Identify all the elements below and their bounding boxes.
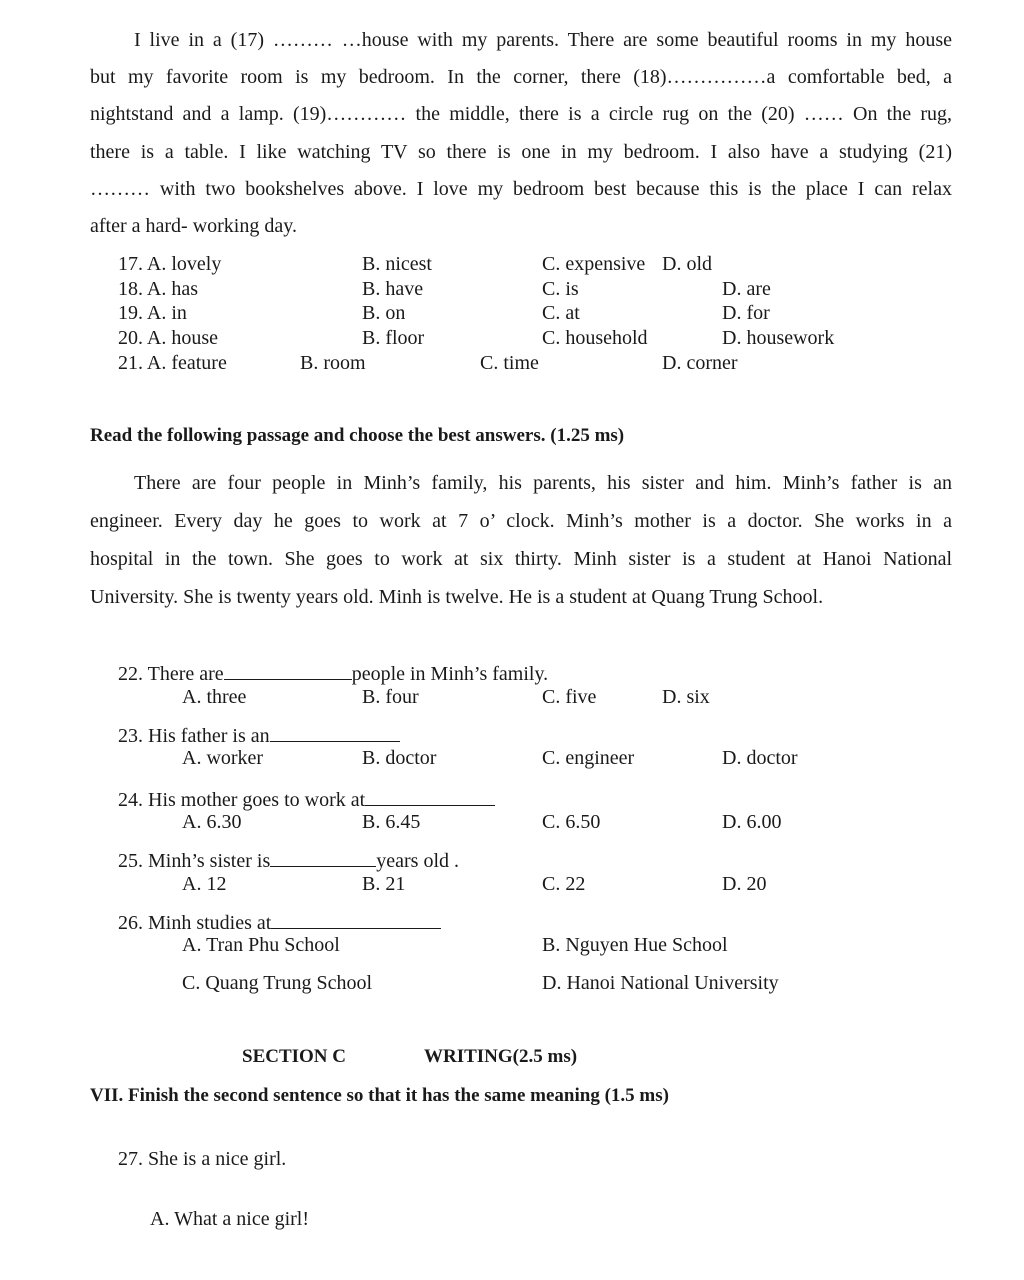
passage-line: engineer. Every day he goes to work at 7 o’ clock. Minh’s mother is a doctor. She works in a <box>90 510 952 532</box>
question-20-option-d: D. housework <box>722 327 835 349</box>
question-22-option-c: C. five <box>542 686 597 708</box>
question-19-option-a: 19. A. in <box>118 302 187 324</box>
section-c-label: SECTION C <box>242 1046 346 1067</box>
question-25-option-a: A. 12 <box>182 873 227 895</box>
question-24-option-a: A. 6.30 <box>182 811 242 833</box>
question-26-stem <box>118 908 441 935</box>
passage-line: University. She is twenty years old. Minh is twelve. He is a student at Quang Trung School. <box>90 586 824 608</box>
question-21-option-d: D. corner <box>662 352 738 374</box>
passage-line: ……… with two bookshelves above. I love my bedroom best because this is the place I can relax <box>90 178 952 200</box>
question-26-option-a: A. Tran Phu School <box>182 934 340 956</box>
question-26-option-d: D. Hanoi National University <box>542 972 779 994</box>
question-23-stem-start: 23. His father is an <box>118 725 270 747</box>
question-21-option-b: B. room <box>300 352 366 374</box>
question-22-stem <box>118 659 548 686</box>
question-25-option-b: B. 21 <box>362 873 406 895</box>
question-19-option-d: D. for <box>722 302 770 324</box>
question-19-option-c: C. at <box>542 302 580 324</box>
answer-blank <box>270 721 400 742</box>
question-26-option-b: B. Nguyen Hue School <box>542 934 728 956</box>
question-25-option-c: C. 22 <box>542 873 586 895</box>
question-20-option-b: B. floor <box>362 327 425 349</box>
question-17-option-a: 17. A. lovely <box>118 253 222 275</box>
question-24-stem-start: 24. His mother goes to work at <box>118 789 366 811</box>
question-19-option-b: B. on <box>362 302 406 324</box>
question-23-option-c: C. engineer <box>542 747 635 769</box>
question-21-option-a: 21. A. feature <box>118 352 227 374</box>
question-17-option-b: B. nicest <box>362 253 432 275</box>
question-23-option-d: D. doctor <box>722 747 798 769</box>
passage-line: after a hard- working day. <box>90 215 297 237</box>
passage-line: hospital in the town. She goes to work at six thirty. Minh sister is a student at Hanoi National <box>90 548 952 570</box>
question-27-stem: 27. She is a nice girl. <box>118 1148 287 1170</box>
question-18-option-a: 18. A. has <box>118 278 198 300</box>
passage-line: there is a table. I like watching TV so there is one in my bedroom. I also have a studying (21) <box>90 141 952 163</box>
question-25-stem-start: 25. Minh’s sister is <box>118 850 271 872</box>
question-24-option-c: C. 6.50 <box>542 811 601 833</box>
passage-line: There are four people in Minh’s family, his parents, his sister and him. Minh’s father is an <box>134 472 952 494</box>
question-23-option-b: B. doctor <box>362 747 437 769</box>
answer-blank <box>365 785 495 806</box>
question-21-option-c: C. time <box>480 352 539 374</box>
question-20-option-c: C. household <box>542 327 648 349</box>
question-25-stem-end: years old . <box>376 850 460 872</box>
question-26-stem-start: 26. Minh studies at <box>118 912 272 934</box>
question-23-stem <box>118 721 400 748</box>
question-18-option-d: D. are <box>722 278 771 300</box>
answer-blank <box>224 659 352 680</box>
question-18-option-c: C. is <box>542 278 579 300</box>
question-22-option-a: A. three <box>182 686 247 708</box>
question-20-option-a: 20. A. house <box>118 327 218 349</box>
question-17-option-d: D. old <box>662 253 712 275</box>
question-17-option-c: C. expensive <box>542 253 646 275</box>
reading-section-heading: Read the following passage and choose the best answers. (1.25 ms) <box>90 425 625 446</box>
question-27-answer: A. What a nice girl! <box>150 1208 310 1230</box>
question-24-option-d: D. 6.00 <box>722 811 782 833</box>
question-22-option-b: B. four <box>362 686 419 708</box>
question-18-option-b: B. have <box>362 278 424 300</box>
answer-blank <box>270 846 376 867</box>
answer-blank <box>271 908 441 929</box>
question-22-option-d: D. six <box>662 686 710 708</box>
question-23-option-a: A. worker <box>182 747 264 769</box>
question-22-stem-start: 22. There are <box>118 663 224 685</box>
question-22-stem-end: people in Minh’s family. <box>351 663 549 685</box>
passage-line: nightstand and a lamp. (19)………… the middle, there is a circle rug on the (20) …… On the rug, <box>90 103 952 125</box>
passage-line: but my favorite room is my bedroom. In the corner, there (18)……………a comfortable bed, a <box>90 66 952 88</box>
section-c-title: WRITING(2.5 ms) <box>424 1046 578 1067</box>
passage-line: I live in a (17) ……… …house with my parents. There are some beautiful rooms in my house <box>134 29 952 51</box>
question-24-stem <box>118 785 495 812</box>
question-26-option-c: C. Quang Trung School <box>182 972 373 994</box>
question-25-option-d: D. 20 <box>722 873 767 895</box>
exercise-vii-heading: VII. Finish the second sentence so that it has the same meaning (1.5 ms) <box>90 1085 669 1106</box>
question-25-stem <box>118 846 459 873</box>
question-24-option-b: B. 6.45 <box>362 811 421 833</box>
